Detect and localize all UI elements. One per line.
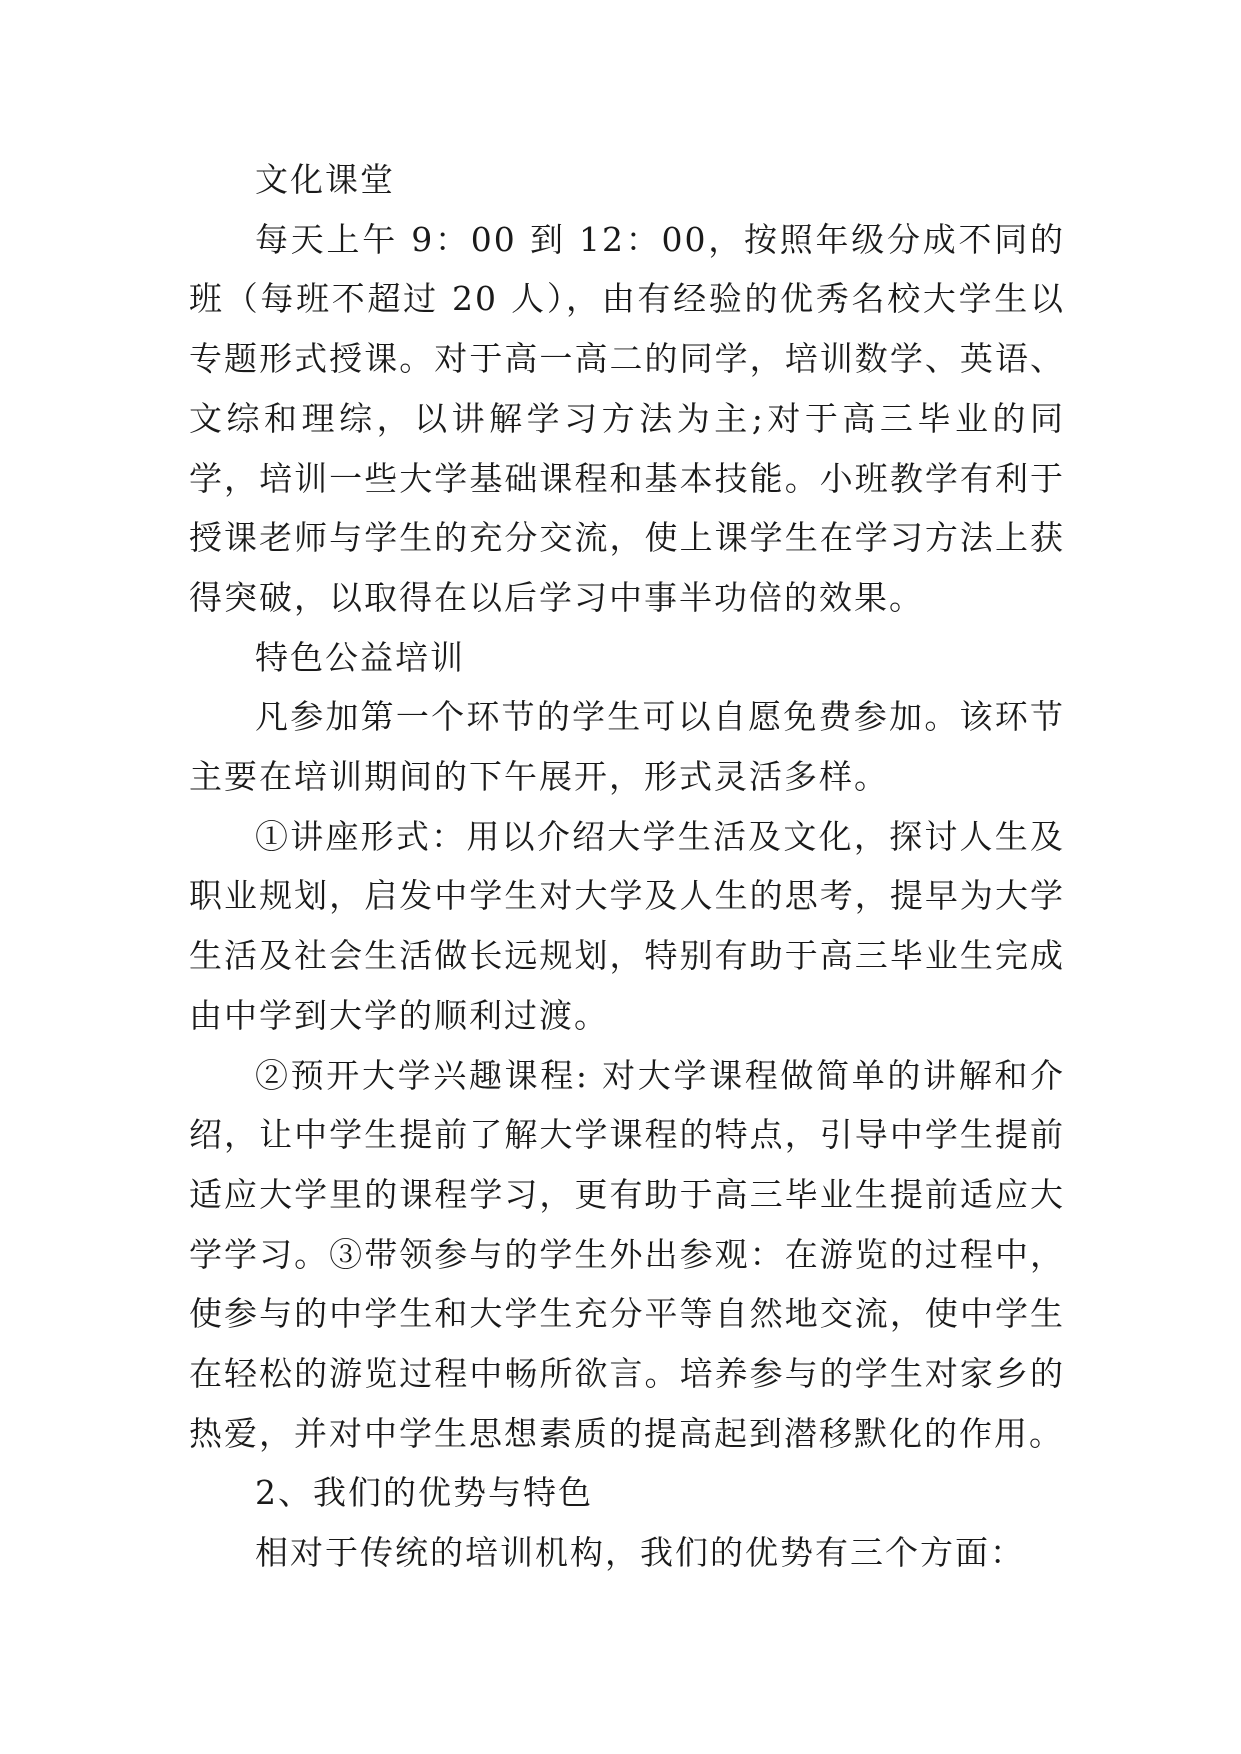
- section-heading-public-training: 特色公益培训: [255, 637, 465, 677]
- section-heading-culture-class: 文化课堂: [255, 160, 395, 199]
- paragraph-lecture-form: ①讲座形式：用以介绍大学生活及文化，探讨人生及职业规划，启发中学生对大学及人生的思考，提早为大学生活及社会生活做长远规划，特别有助于高三毕业生完成由中学到大学的顺利过渡。: [189, 816, 1065, 1035]
- document-page: [189, 150, 1065, 1583]
- section-heading-advantages: 2、我们的优势与特色: [255, 1473, 593, 1513]
- paragraph-preview-courses: ②预开大学兴趣课程: 对大学课程做简单的讲解和介绍，让中学生提前了解大学课程的特点，引导中学生提前适应大学里的课程学习，更有助于高三毕业生提前适应大学学习。③带领参与的学生外出参观：在游览的过程中，使参与的中学生和大学生充分平等自然地交流，使中学生在轻松的游览过程中畅所欲言。培养参与的学生对家乡的热爱，并对中学生思想素质的提高起到潜移默化的作用。: [189, 1055, 1065, 1453]
- paragraph-culture-class-details: 每天上午 9：00 到 12：00，按照年级分成不同的班（每班不超过 20 人），由有经验的优秀名校大学生以专题形式授课。对于高一高二的同学，培训数学、英语、文综和理综，以讲解学习方法为主;对于高三毕业的同学，培训一些大学基础课程和基本技能。小班教学有利于授课老师与学生的充分交流，使上课学生在学习方法上获得突破，以取得在以后学习中事半功倍的效果。: [189, 219, 1065, 617]
- paragraph-public-training-intro: 凡参加第一个环节的学生可以自愿免费参加。该环节主要在培训期间的下午展开，形式灵活多样。: [189, 697, 1065, 797]
- paragraph-advantages-intro: 相对于传统的培训机构，我们的优势有三个方面：: [255, 1533, 1025, 1573]
